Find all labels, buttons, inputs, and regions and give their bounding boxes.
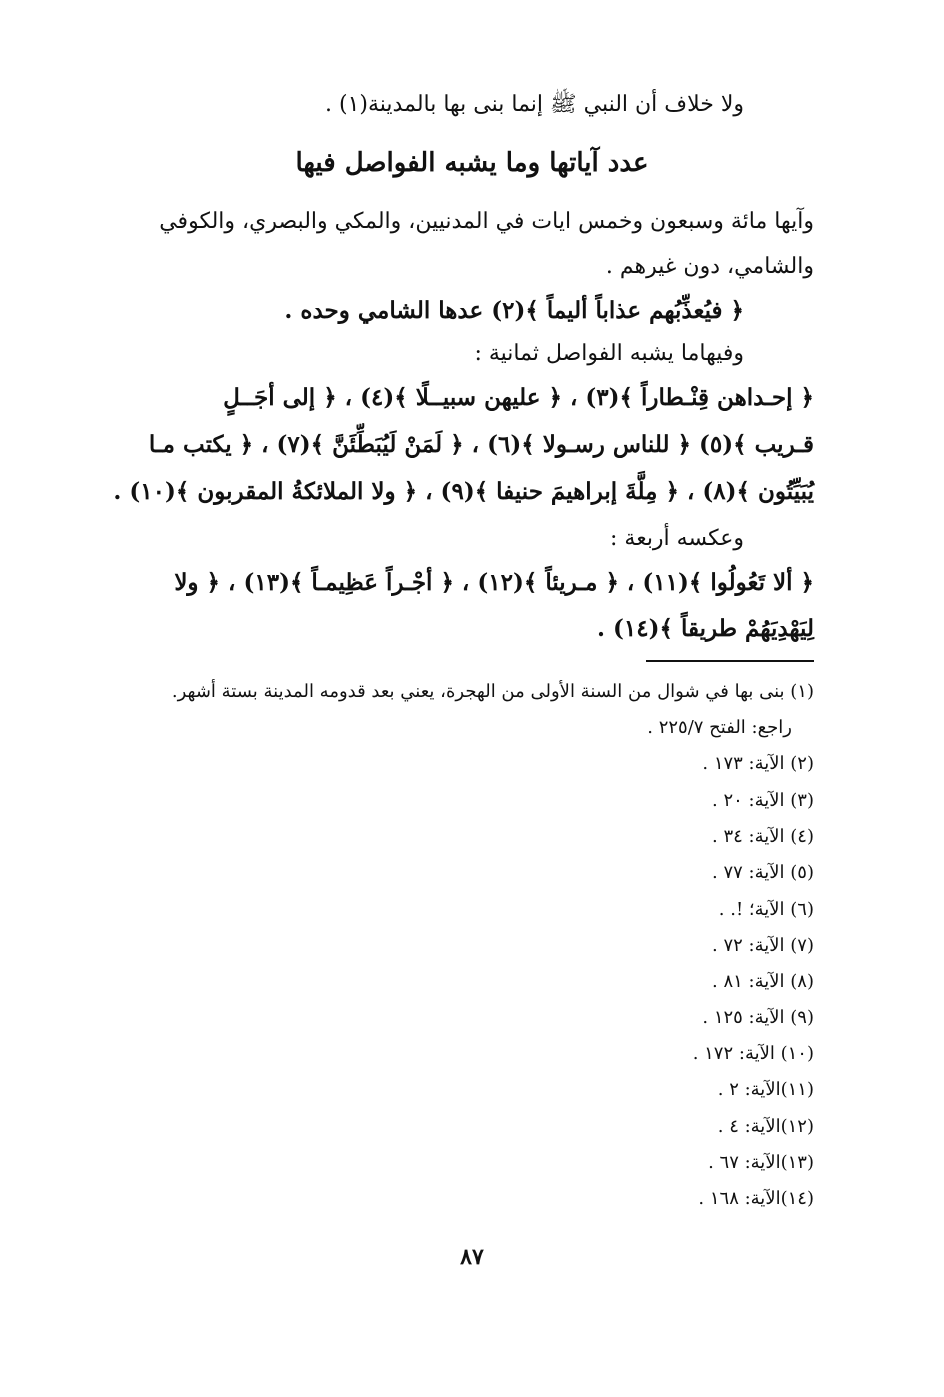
footnote: (٥) الآية: ٧٧ . [712,862,814,883]
footnote-divider [646,660,814,662]
paragraph-line: وعكسه أربعة : [610,526,744,551]
footnote: (١٢)الآية: ٤ . [717,1116,814,1137]
verse-line: لِيَهْدِيَهُمْ طريقاً ﴾(١٤) . [597,615,814,642]
footnote: (٤) الآية: ٣٤ . [712,826,814,847]
paragraph-line: والشامي، دون غيرهم . [605,254,814,279]
footnote: (١٠) الآية: ١٧٢ . [692,1043,814,1064]
verse-line: يُبَيِّتُون ﴾(٨) ، ﴿ مِلَّةَ إبراهيمَ حنيفا ﴾(٩) ، ﴿ ولا الملائكةُ المقربون ﴾(١٠) . [113,478,814,505]
footnote: (١٣)الآية: ٦٧ . [708,1152,814,1173]
page-number: ٨٧ [460,1244,484,1270]
paragraph-line: وآيها مائة وسبعون وخمس ايات في المدنيين، والمكي والبصري، والكوفي [159,209,814,234]
section-heading: عدد آياتها وما يشبه الفواصل فيها [295,148,649,178]
verse-line: ﴿ إحـداهن قِنْـطاراً ﴾(٣) ، ﴿ عليهن سبيــلًا ﴾(٤) ، ﴿ إلى أجَــلٍ [223,384,814,411]
verse-line: ﴿ ألا تَعُولُوا ﴾(١١) ، ﴿ مـريئاً ﴾(١٢) ، ﴿ أجْـراً عَظِيمـاً ﴾(١٣) ، ﴿ ولا [174,569,814,596]
verse-line: ﴿ فيُعذِّبُهم عذاباً أليماً ﴾(٢) عدها الشامي وحده . [284,297,744,324]
footnote: (٩) الآية: ١٢٥ . [702,1007,814,1028]
footnote: (٧) الآية: ٧٢ . [712,935,814,956]
paragraph-line: وفيهاما يشبه الفواصل ثمانية : [474,341,744,366]
footnote: (٣) الآية: ٢٠ . [712,790,814,811]
footnote: (١) بنى بها في شوال من السنة الأولى من الهجرة، يعني بعد قدومه المدينة بستة أشهر. [171,681,814,702]
intro-line: ولا خلاف أن النبي ﷺ إنما بنى بها بالمدينة(١) . [325,92,744,117]
footnote: راجع: الفتح ٢٢٥/٧ . [647,717,792,738]
footnote: (٨) الآية: ٨١ . [712,971,814,992]
footnote: (٢) الآية: ١٧٣ . [702,753,814,774]
verse-line: قـريب ﴾(٥) ﴿ للناس رسـولا ﴾(٦) ، ﴿ لَمَنْ لَيُبَطِّئَنَّ ﴾(٧) ، ﴿ يكتب مـا [148,431,814,458]
footnote: (١١)الآية: ٢ . [717,1079,814,1100]
footnote: (١٤)الآية: ١٦٨ . [698,1188,814,1209]
footnote: (٦) الآية؛ !. . [718,899,814,920]
